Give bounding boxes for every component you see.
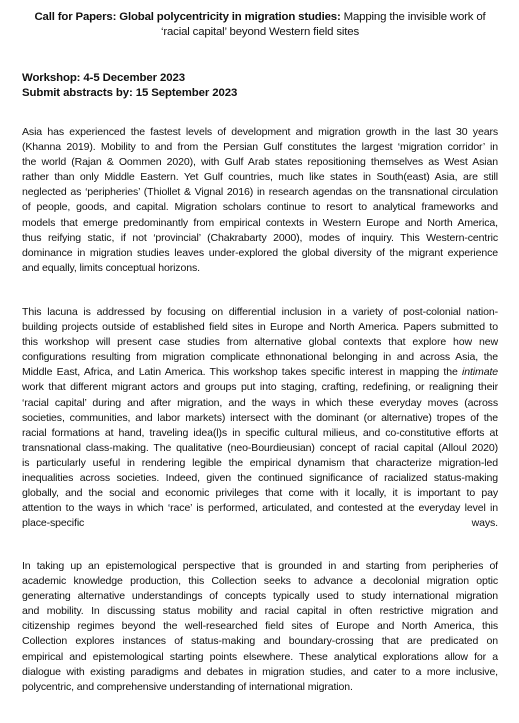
text-line: citizenship regimes beyond the well-researched field sites of Europe and North America, this bbox=[22, 620, 498, 633]
text-line: rather than only Middle Eastern. Yet Gulf countries, much like states in South(east) Asia, are still bbox=[22, 171, 498, 184]
text-line: models that emerge predominantly from empirical contexts in Western Europe and North America, bbox=[22, 216, 498, 229]
abstract-deadline: Submit abstracts by: 15 September 2023 bbox=[22, 87, 238, 99]
text-line: this workshop will present case studies from alternative global contexts that explore how new bbox=[22, 336, 498, 349]
text-line: is particularly useful in rendering legible the empirical dynamism that characterize migration-led bbox=[22, 456, 498, 469]
text-line: Collection explores instances of status-making and boundary-crossing that are predicated on bbox=[22, 635, 498, 648]
text-line: empirical and epistemological starting points elsewhere. These analytical explorations allow for a bbox=[22, 650, 498, 663]
workshop-dates: Workshop: 4-5 December 2023 bbox=[22, 72, 185, 84]
text-line: inequalities across societies. Indeed, given the continued significance of racialized status-making bbox=[22, 472, 498, 485]
text-line: In taking up an epistemological perspective that is grounded in and starting from peripheries of bbox=[22, 560, 498, 572]
text-line: thus reifying static, if not ‘provincial’ (Chakrabarty 2000), modes of inquiry. This Western-centric bbox=[22, 231, 498, 244]
page-title bbox=[22, 10, 498, 40]
text-line: attention to the ways in which ‘race’ is performed, articulated, and contested at the everyday level in bbox=[22, 502, 498, 515]
text-line: neglected as ‘peripheries’ (Thiollet & Vignal 2016) in research agendas on the transnational circulation bbox=[22, 186, 498, 199]
text-line: place-specific ways. bbox=[22, 517, 498, 530]
event-details bbox=[22, 71, 498, 101]
text-line: dominance in migration studies leaves under-explored the global diversity of the migrant experience bbox=[22, 246, 498, 259]
paragraph-3 bbox=[22, 559, 498, 695]
text-line: and mobility. In discussing status mobility and racial capital in often restrictive migration and bbox=[22, 605, 498, 618]
text-line: transnational class-making. The qualitative (neo-Bourdieusian) concept of racial capital (Alloul 2020) bbox=[22, 441, 498, 454]
text-line: generating alternative understandings of concepts typically used to study international migration bbox=[22, 590, 498, 603]
title-rest-line1: Mapping the invisible work of bbox=[340, 11, 486, 23]
text-segment: Middle East, Africa, and Latin America. This workshop takes specific interest in mapping the bbox=[22, 366, 458, 379]
text-line: Asia has experienced the fastest levels of development and migration growth in the last 30 years bbox=[22, 126, 498, 138]
text-line: polycentric, and comprehensive understanding of international migration. bbox=[22, 680, 353, 693]
text-line: ‘racial capital’ during and after migration, and the ways in which these everyday moves (across bbox=[22, 396, 498, 409]
emphasis-intimate: intimate bbox=[462, 366, 499, 379]
text-line: racial formations at hand, traveling idea(l)s in specific cultural milieus, and co-constitutive efforts at bbox=[22, 426, 498, 439]
text-line: dialogue with existing paradigms and debates in migration studies, and cater to a more inclusive, bbox=[22, 665, 498, 678]
paragraph-1 bbox=[22, 125, 498, 276]
text-line: (Khanna 2019). Mobility to and from the Persian Gulf constitutes the largest ‘migration corridor’ in bbox=[22, 141, 498, 154]
text-line: configurations resulting from migration complicate ethnonational belonging in and across Asia, the bbox=[22, 351, 498, 364]
title-rest-line2: ‘racial capital’ beyond Western field sites bbox=[160, 26, 360, 38]
text-line: This lacuna is addressed by focusing on differential inclusion in a variety of post-colonial nation- bbox=[22, 306, 498, 318]
text-line: globally, and the social and economic privileges that come with it locally, it is important to pay bbox=[22, 487, 498, 500]
text-line: of people, goods, and capital. Migration scholars continue to resort to analytical frameworks and bbox=[22, 201, 498, 214]
text-line: the world (Rajan & Oommen 2020), with Gulf Arab states repositioning themselves as West Asian bbox=[22, 156, 498, 169]
text-line: societies, communities, and labor markets) intersect with the dominant (or alternative) tropes of the bbox=[22, 411, 498, 424]
text-line: work that different migrant actors and groups put into staging, crafting, redefining, or realigning their bbox=[22, 381, 498, 394]
title-bold: Call for Papers: Global polycentricity in migration studies: bbox=[34, 11, 341, 23]
paragraph-2 bbox=[22, 305, 498, 531]
text-line: academic knowledge production, this Collection seeks to advance a decolonial migration optic bbox=[22, 575, 498, 588]
text-line: building projects outside of established field sites in Europe and North America. Papers submitted to bbox=[22, 321, 498, 334]
text-line: and equally, limits conceptual horizons. bbox=[22, 261, 200, 274]
text-line bbox=[22, 365, 498, 380]
